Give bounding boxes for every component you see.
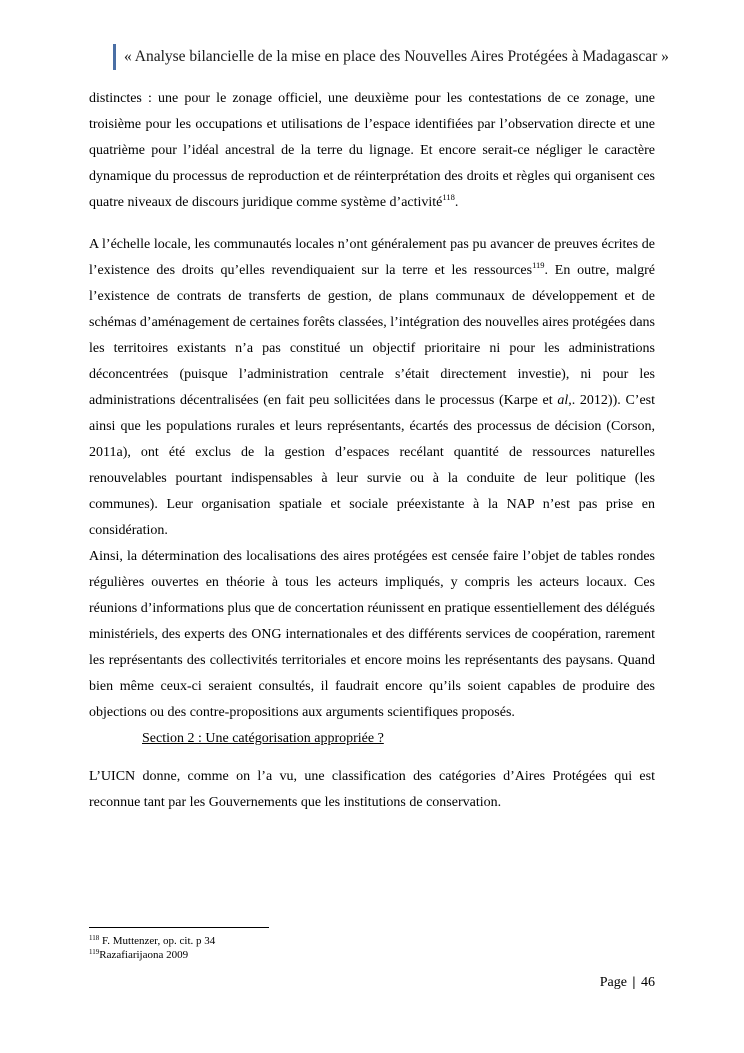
page-label: Page — [599, 975, 627, 990]
page-separator: | — [632, 975, 636, 990]
page-number — [600, 974, 655, 992]
footnote-119: $^{119}$Razafiarijaona 2009 — [89, 948, 189, 961]
section-heading: Section 2 : Une catégorisation appropriée ? — [142, 731, 384, 746]
footnote-divider — [89, 927, 269, 928]
footnote-ref-118[interactable]: 118 — [442, 192, 455, 202]
footnote-118: $^{118}$ F. Muttenzer, op. cit. p 34 — [89, 934, 216, 947]
paragraph-1: distinctes : une pour le zonage officiel, une deuxième pour les contestations de ce zonage, une troisième pour les occupations et utilisations de l’espace identifiées par l’observation directe et une quatrième pour l’idéal ancestral de la terre du lignage. Et encore serait-ce négliger le caractère dynamique du processus de reproduction et de réinterprétation des droits et règles qui organisent ces quatre niveaux de discours juridique comme système d’activité$^{118}$. — [89, 91, 655, 210]
paragraph-3: Ainsi, la détermination des localisations des aires protégées est censée faire l’objet de tables rondes régulières ouvertes en théorie à tous les acteurs impliqués, y compris les acteurs locaux. Ces réunions d’informations plus que de concertation réunissent en pratique essentiellement des délégués ministériels, des experts des ONG internationales et des différents services de coopération, rarement les représentants des collectivités territoriales et encore moins les représentants des paysans. Quand bien même ceux-ci seraient consultés, il faudrait encore qu’ils soient capables de produire des objections ou des contre-propositions aux arguments scientifiques proposés. — [89, 549, 655, 720]
running-header — [113, 44, 669, 70]
paragraph-4: L’UICN donne, comme on l’a vu, une classification des catégories d’Aires Protégées qui est reconnue tant par les Gouvernements que les institutions de conservation. — [89, 769, 655, 810]
footnote-ref-119[interactable]: 119 — [532, 260, 545, 270]
paragraph-2: A l’échelle locale, les communautés locales n’ont généralement pas pu avancer de preuves écrites de l’existence des droits qu’elles revendiquaient sur la terre et les ressources$^{119}$. En outre, malgré l’existence de contrats de transferts de gestion, de plans communaux de développement et de schémas d’aménagement de certaines forêts classées, l’intégration des nouvelles aires protégées dans les territoires existants n’a pas constitué un objectif prioritaire ni pour les administrations déconcentrées (puisque l’administration centrale s’était directement investie), ni pour les administrations décentralisées (en fait peu sollicitées dans le processus (Karpe et al,. 2012)). C’est ainsi que les populations rurales et leurs représentants, écartés des processus de décision (Corson, 2011a), ont été exclus de la gestion d’espaces recélant quantité de ressources naturelles renouvelables pourtant indispensables à leur survie ou à la conduite de leur politique (les communes). Leur organisation spatiale et sociale préexistante à la NAP n’est pas prise en considération. — [89, 237, 656, 538]
main-text — [89, 86, 655, 816]
header-title: « Analyse bilancielle de la mise en place des Nouvelles Aires Protégées à Madagascar » — [124, 48, 669, 65]
italic-al: al — [557, 393, 569, 408]
page-number-value: 46 — [641, 975, 655, 990]
footnotes — [89, 934, 489, 962]
